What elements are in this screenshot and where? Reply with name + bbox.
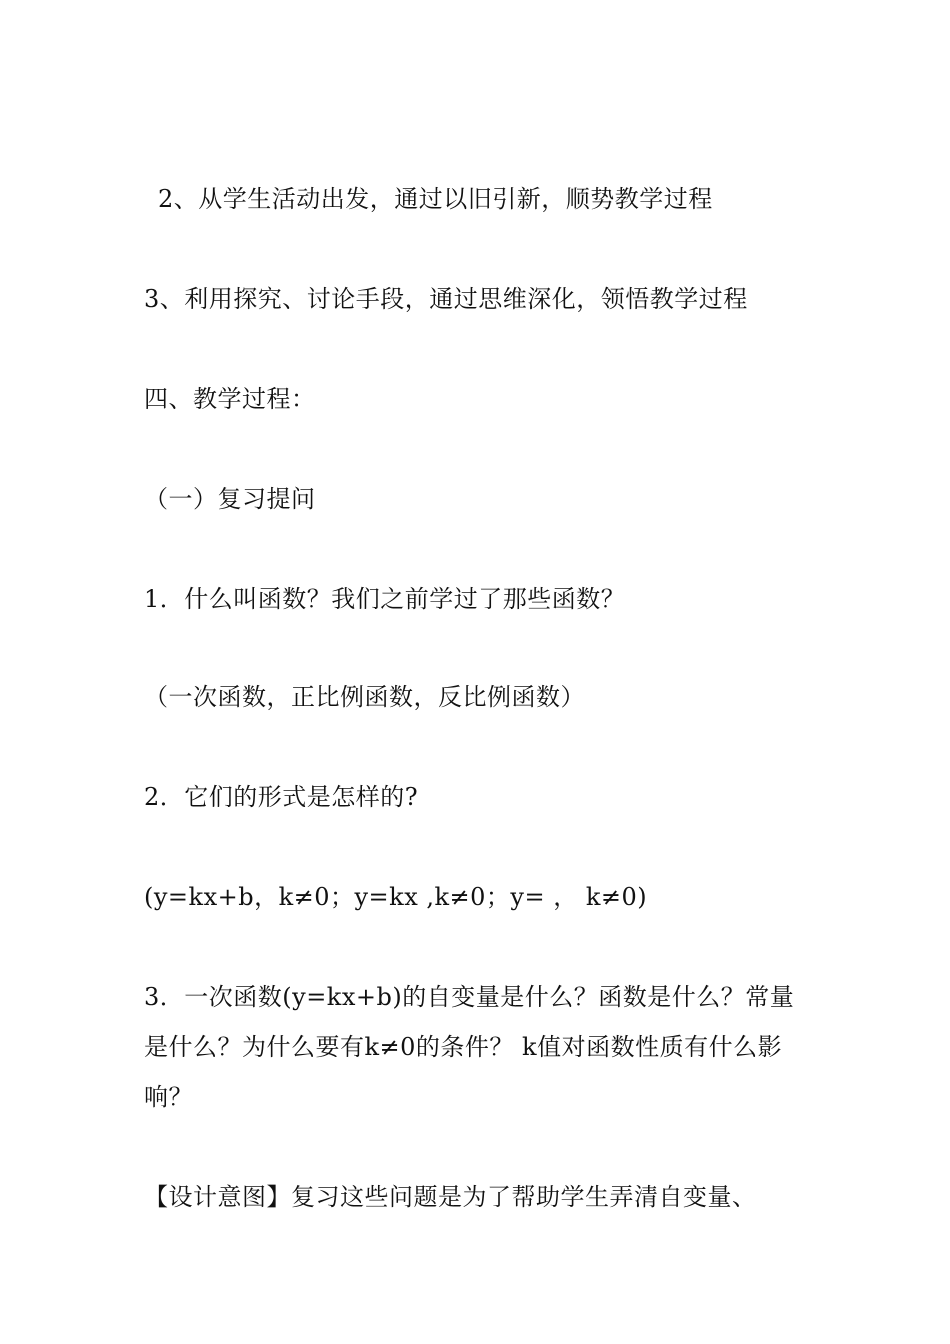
subsection-heading: （一）复习提问 bbox=[144, 485, 316, 513]
section-heading: 四、教学过程： bbox=[144, 385, 316, 413]
question-1: 1．什么叫函数？我们之前学过了那些函数？ bbox=[144, 585, 626, 613]
design-intent: 【设计意图】复习这些问题是为了帮助学生弄清自变量、 bbox=[144, 1183, 757, 1211]
text-line-1: 2、从学生活动出发，通过以旧引新，顺势教学过程 bbox=[158, 185, 713, 213]
answer-1: （一次函数，正比例函数，反比例函数） bbox=[144, 683, 585, 711]
answer-2: (y=kx+b，k≠0；y=kx ,k≠0；y= ， k≠0) bbox=[144, 883, 648, 911]
question-3: 3．一次函数(y=kx+b)的自变量是什么？函数是什么？常量是什么？为什么要有k≠0的条件？ k值对函数性质有什么影响？ bbox=[144, 983, 795, 1111]
text-line-2: 3、利用探究、讨论手段，通过思维深化，领悟教学过程 bbox=[144, 285, 748, 313]
question-2: 2．它们的形式是怎样的? bbox=[144, 783, 419, 811]
